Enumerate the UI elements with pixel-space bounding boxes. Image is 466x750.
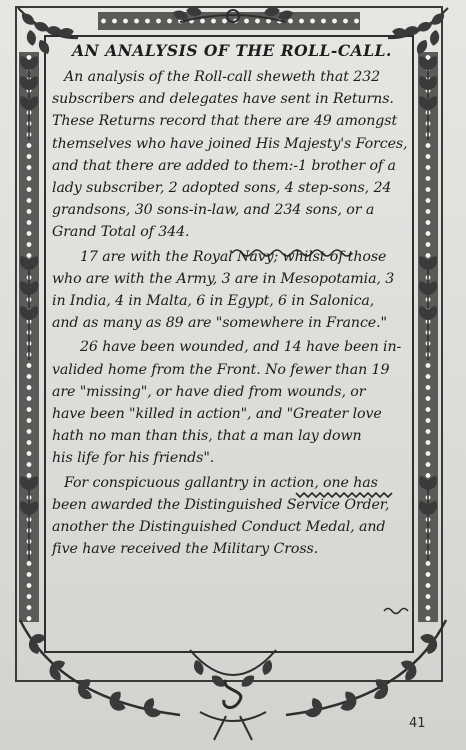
bottom-laurel-wreath bbox=[20, 620, 446, 740]
text-line: subscribers and delegates have sent in Returns. bbox=[52, 91, 394, 108]
text-line: These Returns record that there are 49 amongst bbox=[52, 113, 398, 130]
text-line: are "missing", or have died from wounds, or bbox=[52, 383, 366, 400]
text-line: another the Distinguished Conduct Medal, and bbox=[52, 519, 386, 536]
text-line: who are with the Army, 3 are in Mesopotamia, 3 bbox=[52, 270, 395, 287]
text-line: five have received the Military Cross. bbox=[52, 541, 319, 558]
text-line: An analysis of the Roll-call sheweth that 232 bbox=[64, 69, 381, 85]
text-line: and as many as 89 are "somewhere in France." bbox=[52, 315, 387, 332]
text-line: hath no man than this, that a man lay down bbox=[52, 428, 362, 445]
text-line: 26 have been wounded, and 14 have been in- bbox=[80, 339, 402, 356]
left-laurel-sprays bbox=[17, 54, 41, 560]
right-laurel-sprays bbox=[416, 54, 440, 560]
text-line: 17 are with the Royal Navy; whilst of those bbox=[80, 248, 387, 265]
text-line: lady subscriber, 2 adopted sons, 4 step-sons, 24 bbox=[52, 180, 392, 197]
roll-call-analysis bbox=[52, 40, 412, 560]
text-line: Grand Total of 344. bbox=[52, 224, 190, 241]
text-line: grandsons, 30 sons-in-law, and 234 sons, or a bbox=[52, 202, 375, 219]
text-line: in India, 4 in Malta, 6 in Egypt, 6 in Salonica, bbox=[52, 293, 375, 310]
text-line: valided home from the Front. No fewer than 19 bbox=[52, 361, 390, 378]
text-line: been awarded the Distinguished Service Order, bbox=[52, 496, 390, 513]
text-line: For conspicuous gallantry in action, one has bbox=[64, 474, 378, 491]
top-center-laurel bbox=[171, 6, 294, 22]
page-number: 41 bbox=[409, 716, 426, 731]
text-line: and that there are added to them:-1 brother of a bbox=[52, 157, 396, 174]
text-line: his life for his friends". bbox=[52, 450, 215, 467]
text-line: have been "killed in action", and "Greater love bbox=[52, 406, 382, 423]
page-title: AN ANALYSIS OF THE ROLL-CALL. bbox=[72, 41, 392, 60]
text-line: themselves who have joined His Majesty's Forces, bbox=[52, 135, 408, 152]
